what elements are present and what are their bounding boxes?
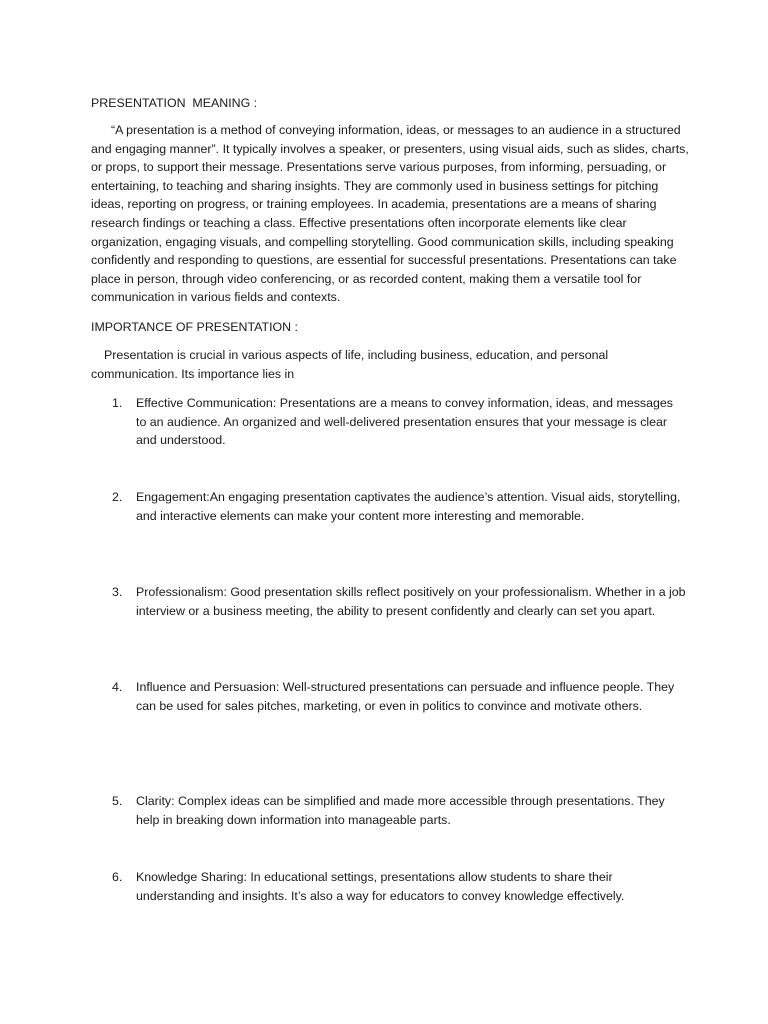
list-item-professionalism [112, 583, 687, 620]
list-item-number: 2. [112, 490, 123, 504]
list-item-knowledge-sharing [112, 868, 687, 905]
list-item-number: 3. [112, 585, 123, 599]
list-item-text: Effective Communication: Presentations are a means to convey information, ideas, and messages to an audience. An organized and well-delivered presentation ensures that your message is clear and understood. [136, 396, 673, 448]
paragraph-meaning: “A presentation is a method of conveying information, ideas, or messages to an audience in a structured and engaging manner”. It typically involves a speaker, or presenters, using visual aids, such as slides, charts, or props, to support their message. Presentations serve various purposes, from informing, persuading, or entertaining, to teaching and sharing insights. They are commonly used in business settings for pitching ideas, reporting on progress, or training employees. In academia, presentations are a means of sharing research findings or teaching a class. Effective presentations often incorporate elements like clear organization, engaging visuals, and compelling storytelling. Good communication skills, including speaking confidently and responding to questions, are essential for successful presentations. Presentations can take place in person, through video conferencing, or as recorded content, making them a versatile tool for communication in various fields and contexts. [91, 123, 689, 305]
list-item-text: Knowledge Sharing: In educational settings, presentations allow students to share their understanding and insights. It’s also a way for educators to convey knowledge effectively. [136, 870, 625, 903]
list-item-number: 4. [112, 680, 123, 694]
list-item-number: 1. [112, 396, 123, 410]
heading-presentation-meaning: PRESENTATION MEANING : [91, 96, 258, 110]
list-item-number: 5. [112, 794, 123, 808]
heading-importance-of-presentation: IMPORTANCE OF PRESENTATION : [91, 320, 298, 334]
list-item-text: Professionalism: Good presentation skills reflect positively on your professionalism. Whether in a job interview or a business meeting, the ability to present confidently and clearly can set you apart. [136, 585, 686, 618]
list-item-effective-communication [112, 394, 687, 450]
list-item-number: 6. [112, 870, 123, 884]
list-item-text: Engagement:An engaging presentation captivates the audience’s attention. Visual aids, storytelling, and interactive elements can make your content more interesting and memorable. [136, 490, 681, 523]
list-item-influence-and-persuasion [112, 678, 687, 715]
list-item-engagement [112, 488, 687, 525]
list-item-text: Clarity: Complex ideas can be simplified and made more accessible through presentations. They help in breaking down information into manageable parts. [136, 794, 665, 827]
list-item-clarity [112, 792, 687, 829]
list-item-text: Influence and Persuasion: Well-structured presentations can persuade and influence people. They can be used for sales pitches, marketing, or even in politics to convince and motivate others. [136, 680, 675, 713]
paragraph-importance: Presentation is crucial in various aspects of life, including business, education, and personal communication. Its importance lies in [91, 348, 609, 381]
